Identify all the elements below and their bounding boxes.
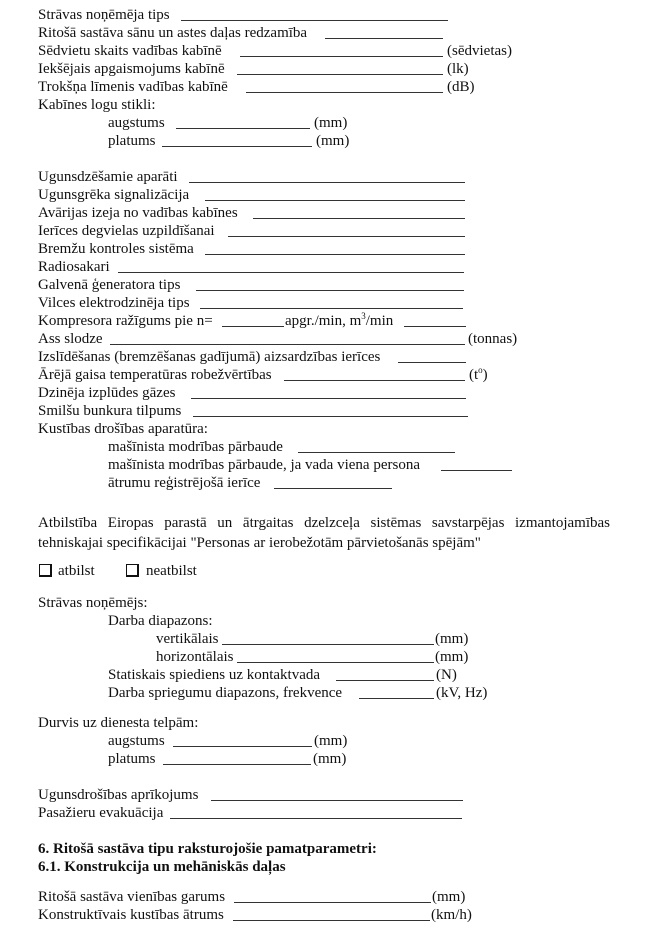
blank-field[interactable] [181, 20, 448, 21]
blank-field[interactable] [253, 218, 465, 219]
heading: 6. Ritošā sastāva tipu raksturojošie pamatparametri: [38, 841, 377, 857]
blank-field[interactable] [237, 662, 434, 663]
label: ātrumu reģistrējošā ierīce [108, 475, 261, 491]
label: Pasažieru evakuācija [38, 805, 164, 821]
label: Bremžu kontroles sistēma [38, 241, 194, 257]
label: platums [108, 751, 156, 767]
label: Trokšņa līmenis vadības kabīnē [38, 79, 228, 95]
label: Durvis uz dienesta telpām: [38, 715, 199, 731]
label: Iekšējais apgaismojums kabīnē [38, 61, 225, 77]
label: Strāvas noņēmēja tips [38, 7, 170, 23]
blank-field[interactable] [233, 920, 430, 921]
unit: (mm) [314, 115, 348, 131]
blank-field[interactable] [191, 398, 466, 399]
unit: (tonnas) [468, 331, 518, 347]
label: Darba spriegumu diapazons, frekvence [108, 685, 343, 701]
unit: (km/h) [431, 907, 472, 923]
unit: (mm) [313, 751, 347, 767]
blank-field[interactable] [240, 56, 443, 57]
blank-field[interactable] [173, 746, 312, 747]
blank-field[interactable] [205, 254, 465, 255]
blank-field[interactable] [336, 680, 434, 681]
label: mašīnista modrības pārbaude [108, 439, 283, 455]
blank-field[interactable] [189, 182, 465, 183]
label: Sēdvietu skaits vadības kabīnē [38, 43, 222, 59]
unit: (sēdvietas) [447, 43, 512, 59]
blank-field[interactable] [237, 74, 443, 75]
label: Ierīces degvielas uzpildīšanai [38, 223, 215, 239]
label: Kompresora ražīgums pie n= [38, 313, 213, 329]
blank-field[interactable] [163, 764, 311, 765]
label: Ugunsdzēšamie aparāti [38, 169, 178, 185]
blank-field[interactable] [246, 92, 443, 93]
label: Kustības drošības aparatūra: [38, 421, 208, 437]
unit: (mm) [435, 649, 469, 665]
label: augstums [108, 115, 165, 131]
label: Smilšu bunkura tilpums [38, 403, 182, 419]
unit: (N) [436, 667, 457, 683]
unit: (mm) [435, 631, 469, 647]
label: Dzinēja izplūdes gāzes [38, 385, 176, 401]
unit: $(t^o)$ [469, 365, 488, 383]
blank-field[interactable] [284, 380, 465, 381]
blank-field[interactable] [234, 902, 431, 903]
tsi-compliance-text: Atbilstība Eiropas parastā un ātrgaitas dzelzceļa sistēmas savstarpējas izmantojamības tehniskajai specifikācijai "Personas ar ierobežotām pārvietošanās spējām" [38, 515, 610, 551]
checkbox-atbilst-label: atbilst [58, 563, 95, 579]
blank-field[interactable] [298, 452, 455, 453]
label: augstums [108, 733, 165, 749]
label: Izslīdēšanas (bremzēšanas gadījumā) aizsardzības ierīces [38, 349, 381, 365]
blank-field[interactable] [205, 200, 465, 201]
blank-field[interactable] [196, 290, 464, 291]
blank-field-rpm[interactable] [222, 326, 284, 327]
label: mašīnista modrības pārbaude, ja vada viena persona [108, 457, 420, 473]
unit: (mm) [314, 733, 348, 749]
label: Statiskais spiediens uz kontaktvada [108, 667, 321, 683]
blank-field[interactable] [200, 308, 463, 309]
checkbox-atbilst[interactable] [39, 564, 52, 577]
blank-field[interactable] [170, 818, 462, 819]
unit: (lk) [447, 61, 469, 77]
label: Ritošā sastāva sānu un astes daļas redzamība [38, 25, 308, 41]
unit: (mm) [316, 133, 350, 149]
label: Ass slodze [38, 331, 103, 347]
blank-field[interactable] [441, 470, 512, 471]
label: Radiosakari [38, 259, 110, 275]
label: Strāvas noņēmējs: [38, 595, 148, 611]
label-rpm-unit: apgr./min, $m^3/\min$ [285, 311, 394, 329]
blank-field[interactable] [325, 38, 443, 39]
blank-field-flow[interactable] [404, 326, 466, 327]
blank-field[interactable] [398, 362, 466, 363]
blank-field[interactable] [274, 488, 392, 489]
label: Konstruktīvais kustības ātrums [38, 907, 224, 923]
blank-field[interactable] [110, 344, 465, 345]
label: Ugunsgrēka signalizācija [38, 187, 190, 203]
blank-field[interactable] [228, 236, 465, 237]
label: Darba diapazons: [108, 613, 213, 629]
label: Ritošā sastāva vienības garums [38, 889, 226, 905]
checkbox-neatbilst[interactable] [126, 564, 139, 577]
label: Avārijas izeja no vadības kabīnes [38, 205, 238, 221]
blank-field[interactable] [211, 800, 463, 801]
label: Kabīnes logu stikli: [38, 97, 156, 113]
unit: (dB) [447, 79, 475, 95]
label: Ārējā gaisa temperatūras robežvērtības [38, 367, 272, 383]
unit: (kV, Hz) [436, 685, 488, 701]
label: Vilces elektrodzinēja tips [38, 295, 190, 311]
label: Ugunsdrošības aprīkojums [38, 787, 199, 803]
blank-field[interactable] [162, 146, 312, 147]
label: vertikālais [156, 631, 219, 647]
label: Galvenā ģeneratora tips [38, 277, 181, 293]
blank-field[interactable] [222, 644, 434, 645]
blank-field[interactable] [176, 128, 310, 129]
label: horizontālais [156, 649, 234, 665]
blank-field[interactable] [359, 698, 434, 699]
checkbox-neatbilst-label: neatbilst [146, 563, 197, 579]
unit: (mm) [432, 889, 466, 905]
blank-field[interactable] [193, 416, 468, 417]
blank-field[interactable] [118, 272, 464, 273]
label: platums [108, 133, 156, 149]
heading: 6.1. Konstrukcija un mehāniskās daļas [38, 859, 286, 875]
